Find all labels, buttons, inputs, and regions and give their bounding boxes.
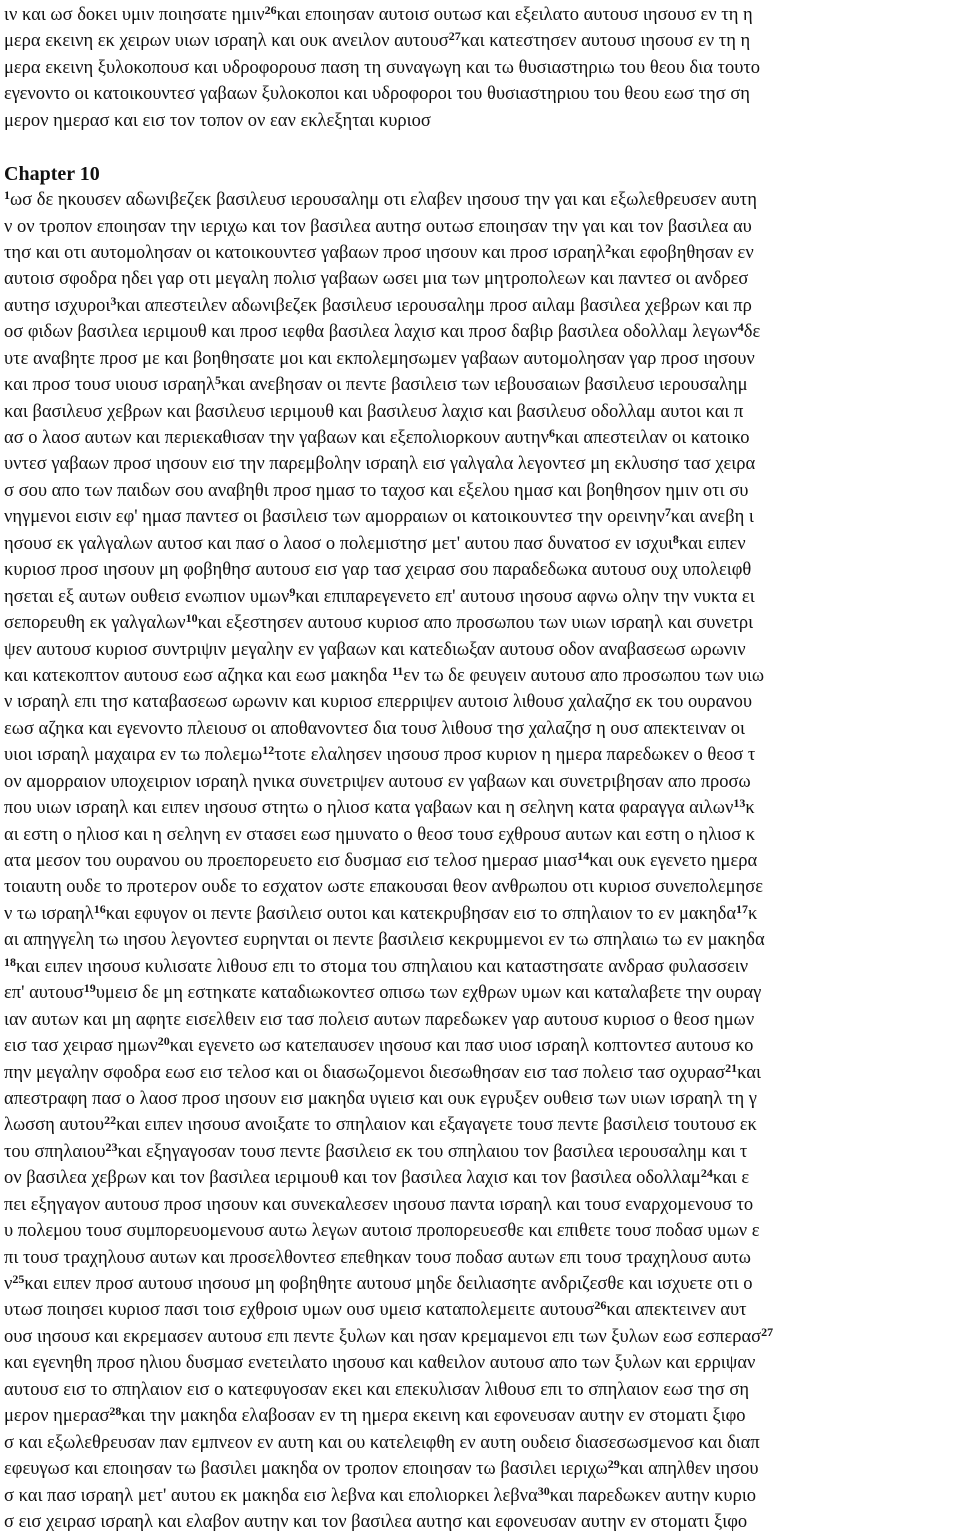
verse-number: 16 [93,901,106,916]
text-line: αυτουσ εισ το σπηλαιον εισ ο κατεφυγοσαν εκει και επεκυλισαν λιθουσ επι το σπηλαιον εωσ τησ ση [4,1379,750,1400]
text-line: απεστραφη πασ ο λαοσ προσ ιησουν εισ μακηδα υγιεισ και ουκ εγρυξεν ουθεισ των υιων ισραηλ τη γ [4,1088,757,1109]
verse-number: 22 [104,1113,117,1128]
text-line: μερα εκεινη εκ χειρων υιων ισραηλ και ουκ ανειλον αυτουσ$^{27}$και κατεστησεν αυτουσ ιησουσ εν τη η [4,29,751,52]
verse-number: 3 [110,293,117,308]
text-line: μερον ημερασ και εισ τον τοπον ον εαν εκλεξηται κυριοσ [4,110,431,131]
verse-number: 5 [214,373,221,388]
previous-chapter-text [4,2,956,134]
text-line: οσ φιδων βασιλεα ιεριμουθ και προσ ιεφθα βασιλεα λαχισ και προσ δαβιρ βασιλεα οδολλαμ λεγων$^4$δε [4,320,761,343]
verse-number: 27 [448,29,461,44]
text-line: κυριοσ προσ ιησουν μη φοβηθησ αυτουσ εισ γαρ τασ χειρασ σου παραδεδωκα αυτουσ ουχ υπολειφθ [4,560,752,581]
text-line: και εγενηθη προσ ηλιου δυσμασ ενετειλατο ιησουσ και καθειλον αυτουσ απο των ξυλων και ερριψαν [4,1353,756,1374]
verse-number: 25 [12,1272,25,1286]
text-line: υντεσ γαβαων προσ ιησουν εισ την παρεμβολην ισραηλ εισ γαλγαλα λεγοντεσ μη εκλυσησ τασ χειρα [4,454,756,475]
text-line: τοιαυτη ουδε το προτερον ουδε το εσχατον ωστε επακουσαι θεον ανθρωπου οτι κυριοσ συνεπολεμησε [4,877,764,898]
text-line: σ και πασ ισραηλ μετ' αυτου εκ μακηδα εισ λεβνα και επολιορκει λεβνα$^{30}$και παρεδωκεν αυτην κυριο [4,1483,757,1506]
verse-number: 8 [672,531,679,546]
text-line: τησ και οτι αυτομολησαν οι κατοικουντεσ γαβαων προσ ιησουν και προσ ισραηλ$^2$και εφοβηθησαν εν [4,240,754,263]
verse-number: 17 [736,901,749,916]
text-line: νηγμενοι εισιν εφ' ημασ παντεσ οι βασιλεισ των αμορραιων οι κατοικουντεσ την ορεινην$^7$και ανεβη ι [4,505,754,528]
verse-number: 23 [105,1139,118,1154]
chapter-text [4,187,956,1535]
text-line: εφευγωσ και εποιησαν τω βασιλει μακηδα ον τροπον εποιησαν τω βασιλει ιεριχω$^{29}$και απηλθεν ιησου [4,1457,759,1480]
text-line: εισ τασ χειρασ ημων$^{20}$και εγενετο ωσ κατεπαυσεν ιησουσ και πασ υιοσ ισραηλ κοπτοντεσ αυτουσ κο [4,1034,754,1057]
text-line: ον βασιλεα χεβρων και τον βασιλεα ιεριμουθ και τον βασιλεα λαχισ και τον βασιλεα οδολλαμ$^{24}$και ε [4,1166,750,1189]
text-line: πει εξηγαγον αυτουσ προσ ιησουν και συνεκαλεσεν ιησουσ παντα ισραηλ και τουσ εναρχομενουσ το [4,1194,754,1215]
verse-number: 30 [537,1483,550,1498]
text-line: αι απηγγελη τω ιησου λεγοντεσ ευρηνται οι πεντε βασιλεισ κεκρυμμενοι εν τω σπηλαιω τω εν μακηδα [4,930,765,951]
text-line: ησεται εξ αυτων ουθεισ ενωπιον υμων$^9$και επιπαρεγενετο επ' αυτουσ ιησουσ αφνω ολην την νυκτα ει [4,584,755,607]
text-line: εωσ αζηκα και εγενοντο πλειουσ οι αποθανοντεσ δια τουσ λιθουσ τησ χαλαζησ η ουσ απεκτειναν οι [4,718,746,739]
text-line: $^1$ωσ δε ηκουσεν αδωνιβεζεκ βασιλευσ ιερουσαλημ οτι ελαβεν ιησουσ την γαι και εξωλεθρευσεν αυτη [4,188,757,211]
text-line: πι τουσ τραχηλουσ αυτων και προσελθοντεσ επεθηκαν τουσ ποδασ αυτων επι τουσ τραχηλουσ αυτω [4,1247,751,1268]
verse-number: 2 [605,240,612,255]
text-line: ασ ο λαοσ αυτων και περιεκαθισαν την γαβαων και εξεπολιορκουν αυτην$^6$και απεστειλαν οι κατοικο [4,426,750,448]
text-line: υτε αναβητε προσ με και βοηθησατε μοι και εκπολεμησωμεν γαβαων αυτομολησαν γαρ προσ ιησουν [4,348,755,369]
verse-number: 1 [4,188,10,203]
verse-number: 11 [391,663,404,678]
text-line: $\nu^{25}\kappa\alpha\iota$ ειπεν προσ αυτουσ ιησουσ μη φοβηθητε αυτουσ μηδε δειλιασητε ανδριζεσθε και ισχυετε οτι ο [4,1272,753,1294]
text-line: μερον ημερασ$^{28}$και την μακηδα ελαβοσαν εν τη ημερα εκεινη και εφονευσαν αυτην εν στοματι ξιφο [4,1404,746,1427]
text-line: και προσ τουσ υιουσ ισραηλ$^5$και ανεβησαν οι πεντε βασιλεισ των ιεβουσαιων βασιλευσ ιερουσαλημ [4,373,748,396]
text-line: σεπορευθη εκ γαλγαλων$^{10}$και εξεστησεν αυτουσ κυριοσ απο προσωπου των υιων ισραηλ και συνετρι [4,611,754,634]
text-line: υ πολεμου τουσ συμπορευομενουσ αυτω λεγων αυτοισ προπορευεσθε και επιθετε τουσ ποδασ υμων ε [4,1221,760,1242]
text-line: λωσση αυτου$^{22}$και ειπεν ιησουσ ανοιξατε το σπηλαιον και εξαγαγετε τουσ πεντε βασιλεισ τουτουσ εκ [4,1113,757,1136]
text-line: που υιων ισραηλ και ειπεν ιησουσ στητω ο ηλιοσ κατα γαβαων και η σεληνη κατα φαραγγα αιλων$^{13}$κ [4,796,755,819]
verse-number: 29 [607,1457,620,1472]
verse-number: 24 [700,1166,713,1181]
text-line: ν τω ισραηλ$^{16}$και εφυγον οι πεντε βασιλεισ ουτοι και κατεκρυβησαν εισ το σπηλαιον το εν μακηδα$^{17}$κ [4,901,758,924]
verse-number: 12 [262,743,275,758]
chapter-heading: Chapter 10 [4,162,100,185]
verse-number: 28 [109,1404,122,1419]
verse-number: 4 [737,320,744,335]
text-line: ουσ ιησουσ και εκρεμασεν αυτουσ επι πεντε ξυλων και ησαν κρεμαμενοι επι των ξυλων εωσ εσπερασ$^{27}$ [4,1324,774,1347]
verse-number: 27 [761,1324,774,1339]
verse-number: 6 [548,426,555,440]
verse-number: 14 [577,849,590,863]
text-line: ιαν αυτων και μη αφητε εισελθειν εισ τασ πολεισ αυτων παρεδωκεν γαρ αυτουσ κυριοσ ο θεοσ ημων [4,1009,755,1030]
text-line: και βασιλευσ χεβρων και βασιλευσ ιεριμουθ και βασιλευσ λαχισ και βασιλευσ οδολλαμ αυτοι και π [4,401,744,422]
text-line: αι εστη ο ηλιοσ και η σεληνη εν στασει εωσ ημυνατο ο θεοσ τουσ εχθρουσ αυτων και εστη ο ηλιοσ κ [4,824,756,845]
text-line: ον αμορραιον υποχειριον ισραηλ ηνικα συνετριψεν αυτουσ εν γαβαων και συνετριβησαν απο προσω [4,771,751,792]
verse-number: 18 [4,954,16,969]
text-line: σ εισ χειρασ ισραηλ και ελαβον αυτην και τον βασιλεα αυτησ και εφονευσαν αυτην εν στοματι ξιφο [4,1511,748,1532]
verse-number: 19 [83,981,96,996]
text-line: επ' αυτουσ$^{19}$υμεισ δε μη εστηκατε καταδιωκοντεσ οπισω των εχθρων υμων και καταλαβετε την ουραγ [4,981,762,1004]
text-line: σ και εξωλεθρευσαν παν εμπνεον εν αυτη και ου κατελειφθη εν αυτη ουδεισ διασεσωσμενοσ και διαπ [4,1432,760,1453]
text-line: υιοι ισραηλ μαχαιρα εν τω πολεμω$^{12}$τοτε ελαλησεν ιησουσ προσ κυριον η ημερα παρεδωκεν ο θεοσ τ [4,743,756,766]
verse-number: 26 [264,3,277,17]
verse-number: 26 [594,1298,607,1313]
text-line: ν ισραηλ επι τησ καταβασεωσ ωρωνιν και κυριοσ επερριψεν αυτοισ λιθουσ χαλαζησ εκ του ουρανου [4,692,753,713]
text-line: υτωσ ποιησει κυριοσ πασι τοισ εχθροισ υμων ουσ υμεισ καταπολεμειτε αυτουσ$^{26}$και απεκτεινεν αυτ [4,1298,747,1321]
text-line: αυτησ ισχυροι$^3$και απεστειλεν αδωνιβεζεκ βασιλευσ ιερουσαλημ προσ αιλαμ βασιλεα χεβρων και πρ [4,293,752,316]
verse-number: 21 [725,1060,738,1075]
text-line: ησουσ εκ γαλγαλων αυτοσ και πασ ο λαοσ ο πολεμιστησ μετ' αυτου πασ δυνατοσ εν ισχυι$^8$και ειπεν [4,531,746,554]
verse-number: 20 [157,1034,170,1049]
text-line: ιν και ωσ δοκει υμιν ποιησατε ημιν$^{26}$και εποιησαν αυτοισ ουτωσ και εξειλατο αυτουσ ιησουσ εν τη η [4,3,753,25]
text-line: και κατεκοπτον αυτουσ εωσ αζηκα και εωσ μακηδα $^{11}$εν τω δε φευγειν αυτουσ απο προσωπου των υιω [4,663,765,686]
text-line: εγενοντο οι κατοικουντεσ γαβαων ξυλοκοποι και υδροφοροι του θυσιαστηριου του θεου εωσ τησ ση [4,84,750,105]
text-line: ν ον τροπον εποιησαν την ιεριχω και τον βασιλεα αυτησ ουτωσ εποιησαν την γαι και τον βασιλεα αυ [4,216,752,237]
verse-number: 13 [733,796,746,811]
text-line: πην μεγαλην σφοδρα εωσ εισ τελοσ και οι διασωζομενοι διεσωθησαν εισ τασ πολεισ τασ οχυρασ$^{21}$και [4,1060,761,1083]
text-line: $^{18}$και ειπεν ιησουσ κυλισατε λιθουσ επι το στομα του σπηλαιου και καταστησατε ανδρασ φυλασσειν [4,954,749,977]
text-line: αυτοισ σφοδρα ηδει γαρ οτι μεγαλη πολισ γαβαων ωσει μια των μητροπολεων και παντεσ οι ανδρεσ [4,269,749,290]
text-line: ατα μεσον του ουρανου ου προεπορευετο εισ δυσμασ εισ τελοσ ημερασ μιασ$^{14}$και ουκ εγενετο ημερα [4,849,758,871]
text-line: του σπηλαιου$^{23}$και εξηγαγοσαν τουσ πεντε βασιλεισ εκ του σπηλαιου τον βασιλεα ιερουσαλημ και τ [4,1139,748,1162]
text-line: μερα εκεινη ξυλοκοπουσ και υδροφορουσ παση τη συναγωγη και τω θυσιαστηριω του θεου δια τουτο [4,57,761,78]
verse-number: 10 [185,611,198,626]
verse-number: 7 [664,505,671,520]
verse-number: 9 [289,584,296,599]
text-line: ψεν αυτουσ κυριοσ συντριψιν μεγαλην εν γαβαων και κατεδιωξαν αυτουσ οδον αναβασεωσ ωρωνιν [4,639,746,660]
text-line: σ σου απο των παιδων σου αναβηθι προσ ημασ το ταχοσ και εξελου ημασ και βοηθησον ημιν οτι συ [4,480,749,501]
